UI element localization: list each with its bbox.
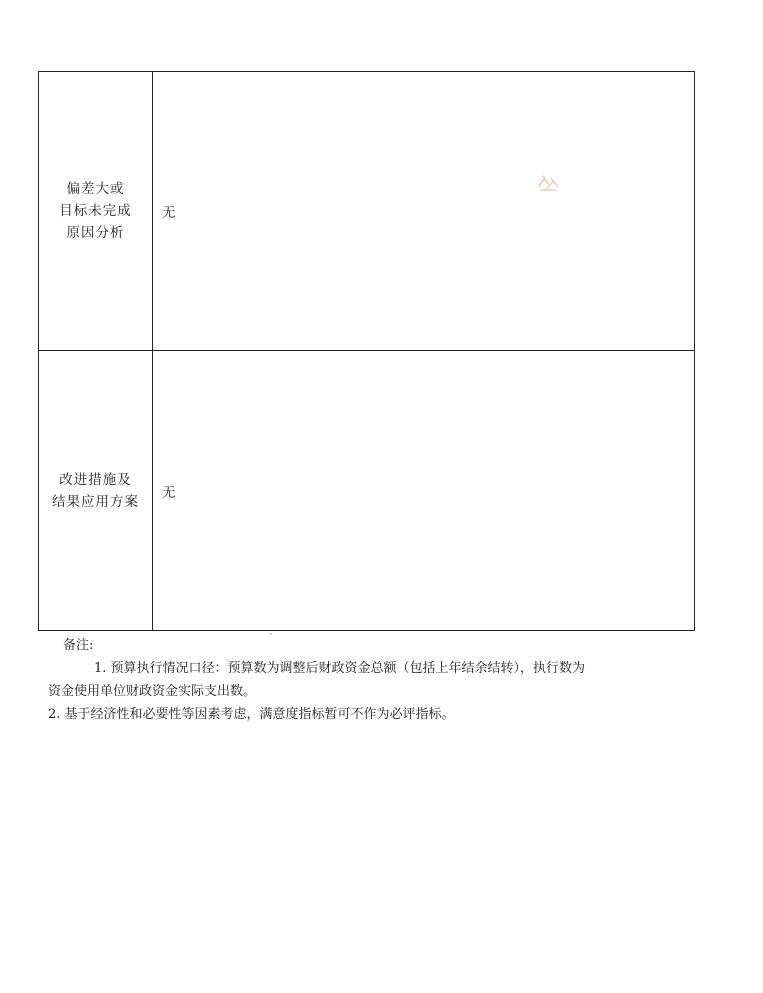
row-value-improvement-plan: 无: [153, 351, 695, 631]
note-1-line-2: 资金使用单位财政资金实际支出数。: [48, 684, 257, 699]
label-line: 改进措施及: [59, 471, 132, 488]
label-line: 目标未完成: [59, 203, 132, 219]
row-label-deviation-analysis: [39, 72, 153, 351]
note-2: 2. 基于经济性和必要性等因素考虑，满意度指标暂可不作为必评指标。: [48, 707, 455, 722]
notes-title: 备注:: [63, 638, 94, 653]
row-label-improvement-plan: [39, 351, 153, 631]
notes-section: [48, 634, 728, 726]
note-1-line-1: 1. 预算执行情况口径：预算数为调整后财政资金总额（包括上年结余结转），执行数为: [94, 661, 586, 676]
row-value-deviation-analysis: 无: [153, 72, 695, 351]
stamp-mark-icon: [536, 172, 562, 194]
label-line: 结果应用方案: [52, 493, 139, 510]
evaluation-table: [38, 71, 695, 631]
table-row: [39, 72, 695, 351]
label-line: 偏差大或: [66, 181, 125, 197]
label-line: 原因分析: [66, 225, 125, 241]
table-row: [39, 351, 695, 631]
